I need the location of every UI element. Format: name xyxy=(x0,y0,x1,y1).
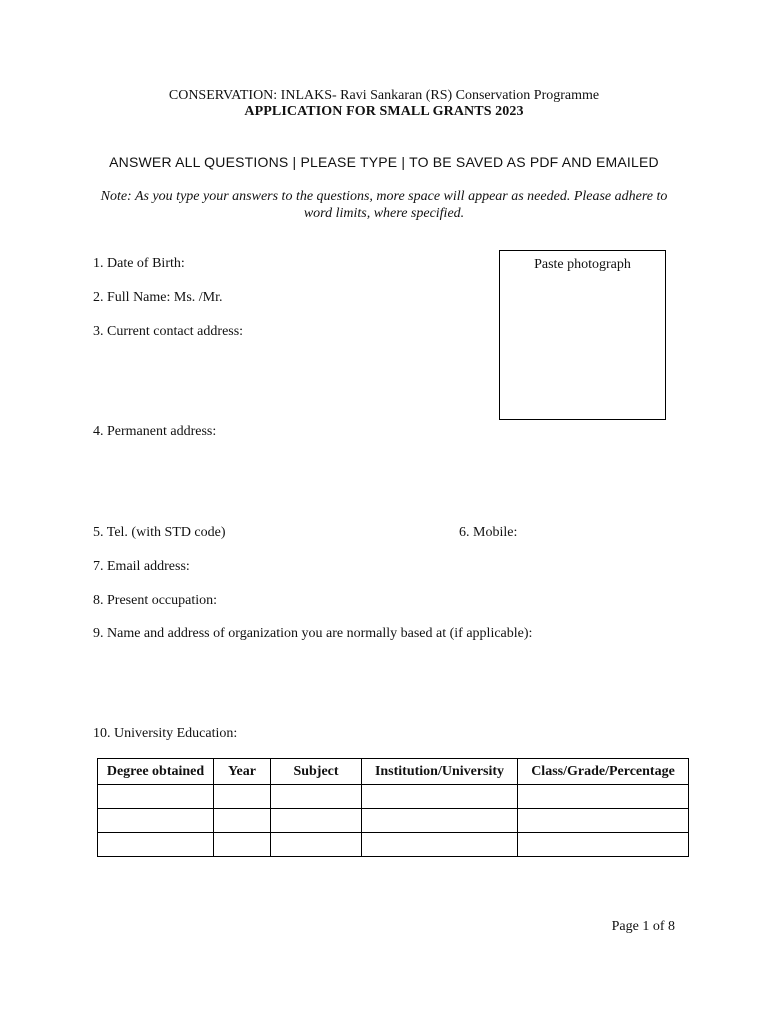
header-subject: Subject xyxy=(271,759,362,785)
table-cell[interactable] xyxy=(518,833,689,857)
question-email: 7. Email address: xyxy=(93,559,190,574)
header-year: Year xyxy=(214,759,271,785)
table-cell[interactable] xyxy=(214,809,271,833)
table-cell[interactable] xyxy=(271,785,362,809)
photo-box[interactable] xyxy=(499,250,666,420)
table-cell[interactable] xyxy=(214,833,271,857)
table-cell[interactable] xyxy=(98,785,214,809)
question-mobile: 6. Mobile: xyxy=(459,525,518,540)
page-number: Page 1 of 8 xyxy=(611,919,675,934)
instructions-line: ANSWER ALL QUESTIONS | PLEASE TYPE | TO BE SAVED AS PDF AND EMAILED xyxy=(109,154,659,170)
header-institution: Institution/University xyxy=(362,759,518,785)
question-occupation: 8. Present occupation: xyxy=(93,593,218,608)
question-permanent-address: 4. Permanent address: xyxy=(93,424,217,439)
question-current-address: 3. Current contact address: xyxy=(93,324,244,339)
form-title: APPLICATION FOR SMALL GRANTS 2023 xyxy=(244,104,524,119)
table-cell[interactable] xyxy=(362,785,518,809)
question-full-name: 2. Full Name: Ms. /Mr. xyxy=(93,290,223,305)
education-table xyxy=(97,758,689,857)
table-row xyxy=(98,809,689,833)
table-cell[interactable] xyxy=(362,809,518,833)
table-row xyxy=(98,785,689,809)
table-cell[interactable] xyxy=(518,809,689,833)
table-cell[interactable] xyxy=(271,833,362,857)
question-telephone: 5. Tel. (with STD code) xyxy=(93,525,226,540)
table-cell[interactable] xyxy=(271,809,362,833)
question-university-education: 10. University Education: xyxy=(93,726,238,741)
header-degree: Degree obtained xyxy=(98,759,214,785)
question-date-of-birth: 1. Date of Birth: xyxy=(93,256,185,271)
table-cell[interactable] xyxy=(98,833,214,857)
table-cell[interactable] xyxy=(518,785,689,809)
table-cell[interactable] xyxy=(214,785,271,809)
photo-box-label: Paste photograph xyxy=(534,257,631,272)
table-cell[interactable] xyxy=(98,809,214,833)
table-header-row xyxy=(98,759,689,785)
header-class-grade: Class/Grade/Percentage xyxy=(518,759,689,785)
table-cell[interactable] xyxy=(362,833,518,857)
note-text: Note: As you type your answers to the questions, more space will appear as needed. Please adhere to word limits, where specified. xyxy=(100,189,668,221)
programme-heading: CONSERVATION: INLAKS- Ravi Sankaran (RS) Conservation Programme xyxy=(168,88,600,103)
question-organization: 9. Name and address of organization you are normally based at (if applicable): xyxy=(93,626,533,641)
table-row xyxy=(98,833,689,857)
